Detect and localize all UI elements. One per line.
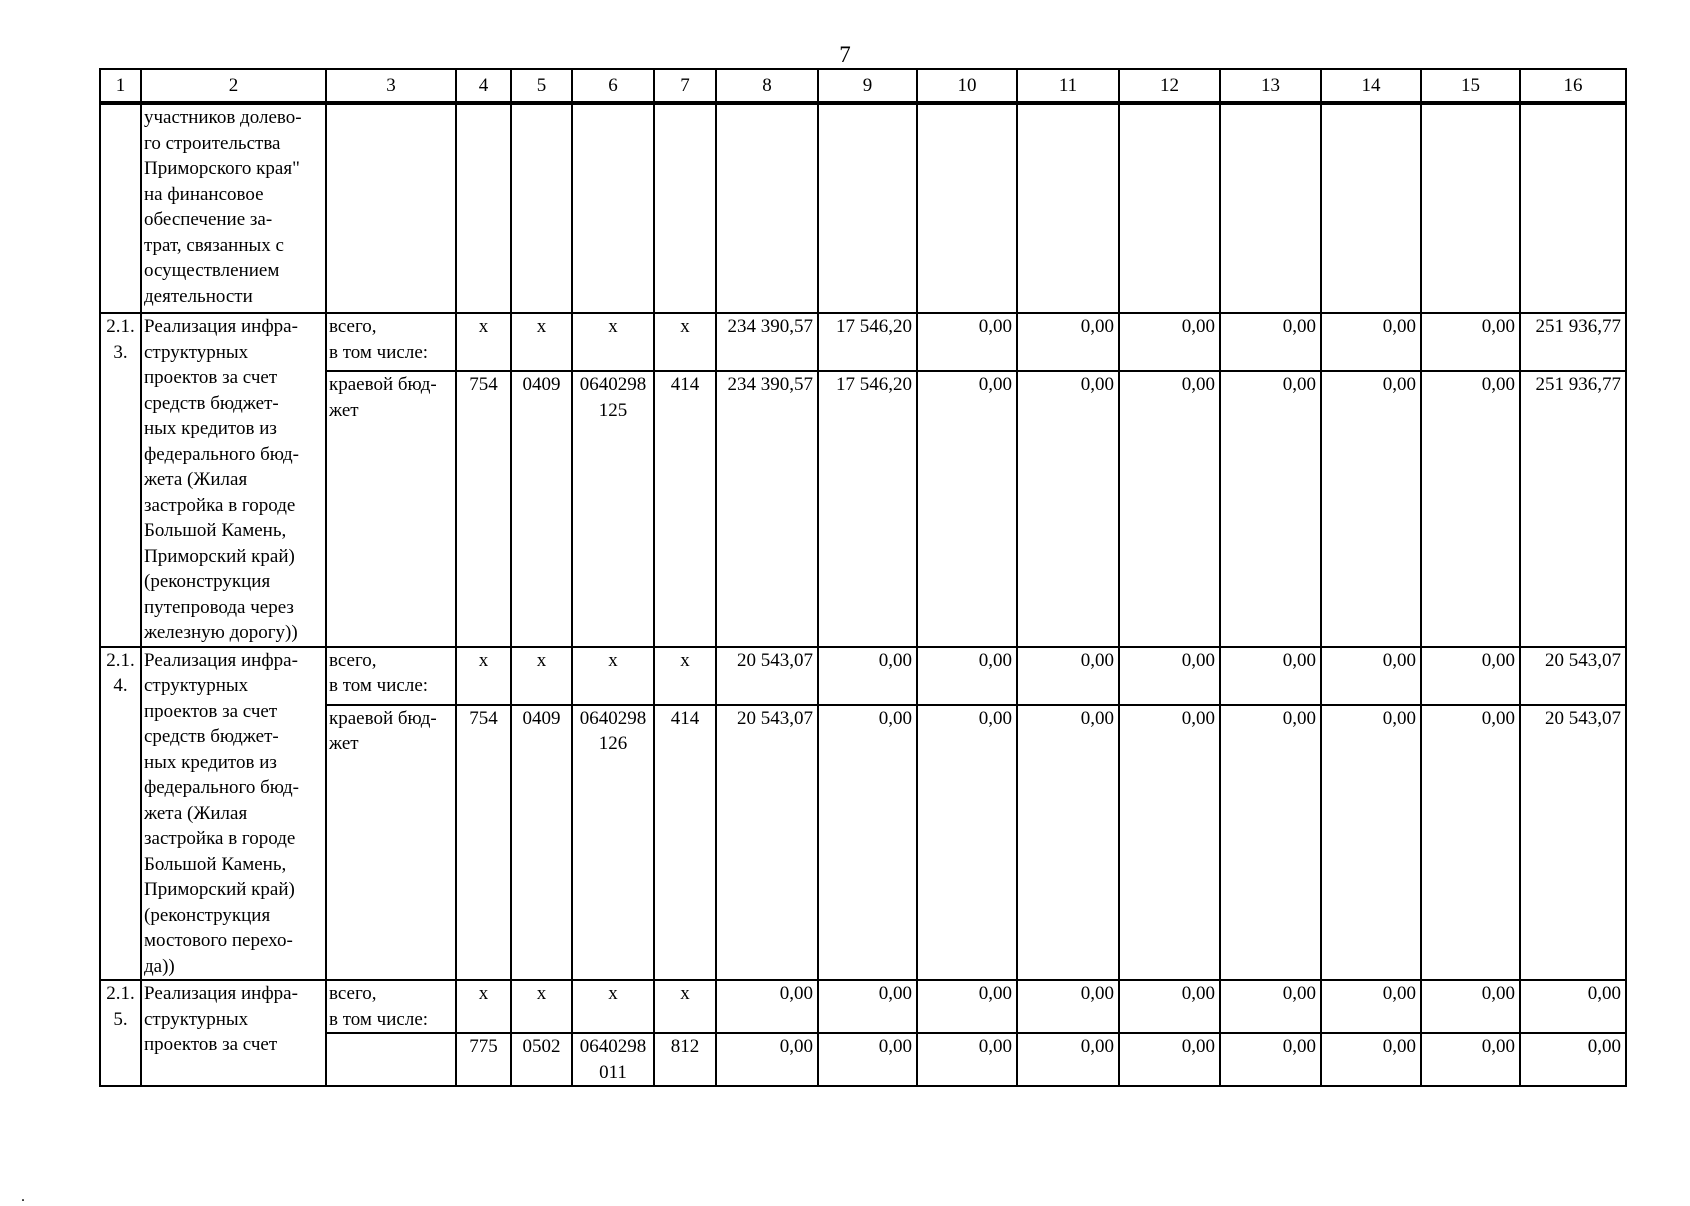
- cell-amount: 0,00: [1017, 980, 1119, 1033]
- cell-amount: 0,00: [1017, 705, 1119, 980]
- col-header: 3: [326, 69, 456, 103]
- cell-rzpr: x: [511, 313, 572, 371]
- row-label: [326, 1033, 456, 1086]
- cell-rzpr: 0409: [511, 705, 572, 980]
- cell-amount: 20 543,07: [1520, 647, 1626, 705]
- table-row: [100, 980, 1626, 1033]
- cell-amount: 0,00: [1017, 313, 1119, 371]
- cell-amount: 0,00: [818, 980, 917, 1033]
- table-row: [100, 371, 1626, 646]
- cell-rzpr: x: [511, 647, 572, 705]
- cell-csr: 0640298 125: [572, 371, 654, 646]
- row-name: участников долево- го строительства Приморского края" на финансовое обеспечение за- трат, связанных с осуществлением деятельности: [141, 103, 326, 313]
- cell-amount: 0,00: [917, 313, 1017, 371]
- header-row: [100, 69, 1626, 103]
- cell-grbs: x: [456, 980, 511, 1033]
- cell-amount: 0,00: [1119, 705, 1220, 980]
- col-header: 8: [716, 69, 818, 103]
- cell-amount: 0,00: [1421, 980, 1520, 1033]
- col-header: 4: [456, 69, 511, 103]
- table-row: [100, 647, 1626, 705]
- col-header: 2: [141, 69, 326, 103]
- cell-amount: 0,00: [917, 371, 1017, 646]
- row-name: Реализация инфра- структурных проектов за счет: [141, 980, 326, 1086]
- col-header: 1: [100, 69, 141, 103]
- cell-grbs: 775: [456, 1033, 511, 1086]
- cell-amount: 0,00: [1119, 980, 1220, 1033]
- cell-amount: 0,00: [1220, 1033, 1321, 1086]
- cell-vr: x: [654, 980, 716, 1033]
- cell-amount: 0,00: [1321, 980, 1421, 1033]
- cell-grbs: 754: [456, 371, 511, 646]
- col-header: 16: [1520, 69, 1626, 103]
- cell-amount: 0,00: [1421, 647, 1520, 705]
- cell-amount: 234 390,57: [716, 371, 818, 646]
- budget-table: [99, 68, 1627, 1087]
- cell-amount: 0,00: [1119, 371, 1220, 646]
- col-header: 6: [572, 69, 654, 103]
- cell-amount: 0,00: [1321, 313, 1421, 371]
- cell-amount: 0,00: [1119, 647, 1220, 705]
- table-row-continuation: [100, 103, 1626, 313]
- table-row: [100, 313, 1626, 371]
- cell-csr: 0640298 011: [572, 1033, 654, 1086]
- cell-amount: 0,00: [818, 647, 917, 705]
- cell-vr: 414: [654, 371, 716, 646]
- col-header: 14: [1321, 69, 1421, 103]
- cell-amount: 0,00: [1220, 647, 1321, 705]
- col-header: 7: [654, 69, 716, 103]
- cell-amount: 0,00: [1520, 1033, 1626, 1086]
- col-header: 9: [818, 69, 917, 103]
- cell-amount: 0,00: [1017, 371, 1119, 646]
- stray-mark: .: [21, 1188, 25, 1205]
- col-header: 13: [1220, 69, 1321, 103]
- row-number: 2.1. 3.: [100, 313, 141, 647]
- cell-amount: 0,00: [1119, 313, 1220, 371]
- row-name: Реализация инфра- структурных проектов за счет средств бюджет- ных кредитов из федерального бюд- жета (Жилая застройка в городе Большой Камень, Приморский край) (реконструкция мостового перехо- да)): [141, 647, 326, 981]
- cell-vr: x: [654, 647, 716, 705]
- cell-grbs: x: [456, 647, 511, 705]
- col-header: 15: [1421, 69, 1520, 103]
- cell-amount: 0,00: [1321, 371, 1421, 646]
- cell-grbs: x: [456, 313, 511, 371]
- cell-csr: x: [572, 313, 654, 371]
- cell-csr: x: [572, 647, 654, 705]
- row-label: краевой бюд- жет: [326, 705, 456, 980]
- cell-amount: 0,00: [917, 647, 1017, 705]
- cell-vr: 812: [654, 1033, 716, 1086]
- cell-amount: 0,00: [1220, 371, 1321, 646]
- cell-amount: 0,00: [1017, 647, 1119, 705]
- cell-amount: 234 390,57: [716, 313, 818, 371]
- cell-rzpr: 0409: [511, 371, 572, 646]
- cell-amount: 0,00: [818, 1033, 917, 1086]
- cell-vr: x: [654, 313, 716, 371]
- cell-amount: 20 543,07: [716, 705, 818, 980]
- cell-vr: 414: [654, 705, 716, 980]
- cell-amount: 0,00: [1421, 705, 1520, 980]
- cell-amount: 251 936,77: [1520, 371, 1626, 646]
- cell-amount: 0,00: [1421, 371, 1520, 646]
- cell-amount: 20 543,07: [1520, 705, 1626, 980]
- cell-amount: 0,00: [1321, 647, 1421, 705]
- cell-amount: 0,00: [1321, 705, 1421, 980]
- cell-amount: 0,00: [1119, 1033, 1220, 1086]
- row-label: краевой бюд- жет: [326, 371, 456, 646]
- cell-amount: 0,00: [716, 980, 818, 1033]
- table-row: [100, 705, 1626, 980]
- cell-amount: 17 546,20: [818, 313, 917, 371]
- cell-amount: 17 546,20: [818, 371, 917, 646]
- row-label: всего, в том числе:: [326, 980, 456, 1033]
- cell-amount: 0,00: [1421, 313, 1520, 371]
- cell-amount: 0,00: [1220, 705, 1321, 980]
- cell-csr: 0640298 126: [572, 705, 654, 980]
- cell-rzpr: 0502: [511, 1033, 572, 1086]
- row-name: Реализация инфра- структурных проектов за счет средств бюджет- ных кредитов из федерального бюд- жета (Жилая застройка в городе Большой Камень, Приморский край) (реконструкция путепровода через железную дорогу)): [141, 313, 326, 647]
- col-header: 10: [917, 69, 1017, 103]
- page-number: 7: [839, 42, 851, 67]
- col-header: 5: [511, 69, 572, 103]
- col-header: 11: [1017, 69, 1119, 103]
- row-number: 2.1. 5.: [100, 980, 141, 1086]
- cell-amount: 251 936,77: [1520, 313, 1626, 371]
- cell-rzpr: x: [511, 980, 572, 1033]
- cell-amount: 0,00: [917, 1033, 1017, 1086]
- col-header: 12: [1119, 69, 1220, 103]
- cell-amount: 0,00: [1017, 1033, 1119, 1086]
- cell-amount: 0,00: [1220, 313, 1321, 371]
- cell-amount: 0,00: [1321, 1033, 1421, 1086]
- cell-grbs: 754: [456, 705, 511, 980]
- row-label: всего, в том числе:: [326, 313, 456, 371]
- cell-amount: 0,00: [1220, 980, 1321, 1033]
- table-row: [100, 1033, 1626, 1086]
- row-number: 2.1. 4.: [100, 647, 141, 981]
- cell-amount: 0,00: [1520, 980, 1626, 1033]
- cell-amount: 0,00: [1421, 1033, 1520, 1086]
- row-label: всего, в том числе:: [326, 647, 456, 705]
- cell-amount: 20 543,07: [716, 647, 818, 705]
- cell-amount: 0,00: [716, 1033, 818, 1086]
- cell-amount: 0,00: [917, 980, 1017, 1033]
- cell-amount: 0,00: [818, 705, 917, 980]
- cell-csr: x: [572, 980, 654, 1033]
- cell-amount: 0,00: [917, 705, 1017, 980]
